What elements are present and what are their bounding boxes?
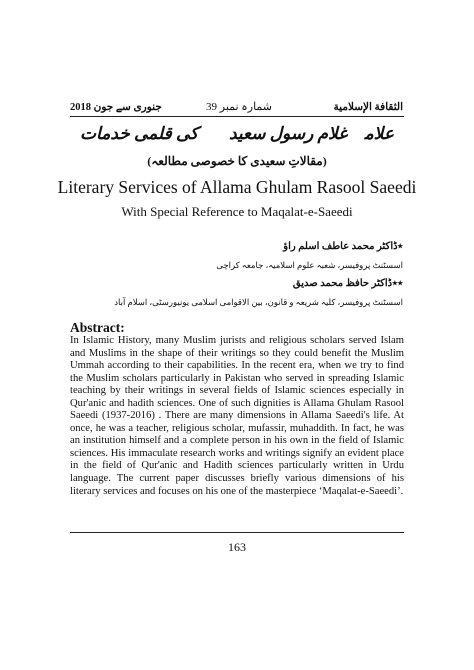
header-rule xyxy=(70,116,404,117)
author-2-name: ٭٭ڈاکٹر حافظ محمد صدیق xyxy=(292,278,403,289)
author-1-name: ٭ڈاکٹر محمد عاطف اسلم راؤ xyxy=(283,241,403,252)
abstract-text: In Islamic History, many Muslim jurists and religious scholars served Islam and Muslims in the shape of their writings so they could benefit the Muslim Ummah according to their capabilities. In the recent era, when we try to find the Muslim scholars particularly in Pakistan who served in spreading Islamic teaching by their writings in several fields of Islamic sciences especially in Qur'anic and hadith sciences. One of such dignities is Allama Ghulam Rasool Saeedi (1937-2016) . There are many dimensions in Allama Saeedi's life. At once, he was a teacher, religious scholar, mufassir, muhaddith. In fact, he was an institution himself and a complete person in his own in the field of Islamic sciences. His immaculate research works and writings signify an evident place in the field of Qur'anic and Hadith sciences particularly written in Urdu language. The current paper discusses briefly various dimensions of his literary services and focuses on his one of the masterpiece ‘Maqalat-e-Saeedi’. xyxy=(70,335,404,497)
english-subtitle: With Special Reference to Maqalat-e-Saeedi xyxy=(121,204,353,219)
page-number: 163 xyxy=(228,540,246,554)
abstract-heading: Abstract: xyxy=(70,320,125,335)
journal-name: الثقافة الإسلامية xyxy=(333,102,403,113)
author-2-affiliation: اسسٹنٹ پروفیسر، کلیہ شریعہ و قانون، بین الاقوامی اسلامی یونیورسٹی، اسلام آباد xyxy=(114,297,403,307)
issue-number: شمارہ نمبر 39 xyxy=(206,101,272,113)
journal-issue-date: جنوری سے جون 2018 xyxy=(70,102,162,113)
footer-rule xyxy=(70,532,404,533)
author-1-affiliation: اسسٹنٹ پروفیسر، شعبہ علوم اسلامیہ، جامعہ کراچی xyxy=(216,260,403,270)
english-title: Literary Services of Allama Ghulam Rasool Saeedi xyxy=(57,177,417,197)
urdu-title: علامہ غلام رسول سعیدیؒ کی قلمی خدمات xyxy=(80,124,394,143)
urdu-subtitle: (مقالاتِ سعیدی کا خصوصی مطالعہ) xyxy=(147,154,327,168)
